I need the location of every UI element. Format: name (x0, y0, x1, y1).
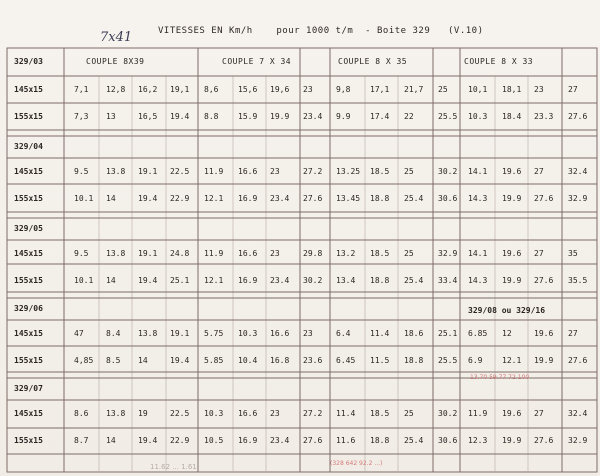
speed-value-cell: 22.9 (170, 436, 190, 445)
speed-value-cell: 14 (106, 436, 116, 445)
tire-size-label: 145x15 (14, 85, 43, 94)
speed-value-cell: 10.4 (238, 356, 258, 365)
speed-value-cell: 25.5 (438, 356, 458, 365)
speed-value-cell: 13 (106, 112, 116, 121)
speed-value-cell: 13.8 (138, 329, 158, 338)
speed-value-cell: 15,6 (238, 85, 258, 94)
speed-value-cell: 8.8 (204, 112, 219, 121)
section-label: 329/04 (14, 142, 43, 151)
speed-value-cell: 14.3 (468, 276, 488, 285)
speed-value-cell: 19 (138, 409, 148, 418)
speed-value-cell: 29.8 (303, 249, 323, 258)
speed-value-cell: 19.4 (170, 356, 190, 365)
speed-value-cell: 16.9 (238, 276, 258, 285)
speed-value-cell: 23.4 (270, 194, 290, 203)
speed-value-cell: 27 (534, 409, 544, 418)
speed-value-cell: 13.4 (336, 276, 356, 285)
speed-value-cell: 27 (568, 329, 578, 338)
speed-value-cell: 15.9 (238, 112, 258, 121)
red-note-2: (328 642 92.2 ...) (330, 460, 383, 467)
speed-value-cell: 19.4 (138, 276, 158, 285)
speed-value-cell: 22.5 (170, 409, 190, 418)
speed-value-cell: 19.6 (502, 249, 522, 258)
speed-value-cell: 22 (404, 112, 414, 121)
speed-value-cell: 19.1 (138, 167, 158, 176)
speed-value-cell: 47 (74, 329, 84, 338)
couple-header-3: COUPLE 8 X 35 (338, 57, 408, 66)
speed-value-cell: 25.4 (404, 436, 424, 445)
section-label: 329/07 (14, 384, 43, 393)
speed-value-cell: 23 (270, 167, 280, 176)
couple-header-4: COUPLE 8 X 33 (464, 57, 534, 66)
speed-value-cell: 18,1 (502, 85, 522, 94)
tire-size-label: 155x15 (14, 194, 43, 203)
speed-value-cell: 4,85 (74, 356, 94, 365)
speed-value-cell: 18.8 (370, 276, 390, 285)
speed-value-cell: 19.6 (502, 409, 522, 418)
speed-value-cell: 24.8 (170, 249, 190, 258)
speed-value-cell: 21,7 (404, 85, 424, 94)
speed-value-cell: 22.5 (170, 167, 190, 176)
speed-value-cell: 30.6 (438, 436, 458, 445)
speed-value-cell: 35.5 (568, 276, 588, 285)
speed-value-cell: 19.1 (138, 249, 158, 258)
speed-value-cell: 13.8 (106, 249, 126, 258)
speed-value-cell: 25.4 (404, 194, 424, 203)
speed-value-cell: 27 (534, 167, 544, 176)
speed-value-cell: 18.5 (370, 167, 390, 176)
speed-value-cell: 25 (404, 167, 414, 176)
handwritten-note-top: 7x41 (100, 30, 133, 45)
speed-value-cell: 13.8 (106, 409, 126, 418)
speed-value-cell: 19.9 (270, 112, 290, 121)
speed-value-cell: 32.4 (568, 409, 588, 418)
speed-value-cell: 13.25 (336, 167, 361, 176)
speed-value-cell: 14 (106, 194, 116, 203)
speed-value-cell: 19.6 (534, 329, 554, 338)
speed-value-cell: 16.6 (238, 249, 258, 258)
speed-value-cell: 18.6 (404, 329, 424, 338)
speed-value-cell: 14 (106, 276, 116, 285)
speed-value-cell: 18.8 (370, 194, 390, 203)
speed-value-cell: 13.2 (336, 249, 356, 258)
speed-value-cell: 9,8 (336, 85, 351, 94)
speed-value-cell: 10.5 (204, 436, 224, 445)
speed-value-cell: 27.2 (303, 167, 323, 176)
speed-value-cell: 11.4 (370, 329, 390, 338)
speed-value-cell: 23 (270, 249, 280, 258)
speed-value-cell: 7,3 (74, 112, 89, 121)
speed-value-cell: 30.6 (438, 194, 458, 203)
speed-value-cell: 25.1 (170, 276, 190, 285)
red-note-1: 13.70 59.77 72 100 (470, 374, 530, 381)
speed-value-cell: 18.4 (502, 112, 522, 121)
speed-value-cell: 25 (404, 249, 414, 258)
pencil-note: 11.62 ... 1.61 (150, 463, 197, 471)
speed-value-cell: 12,8 (106, 85, 126, 94)
speed-value-cell: 10.1 (74, 194, 94, 203)
speed-value-cell: 11.9 (468, 409, 488, 418)
section-label-329-03: 329/03 (14, 57, 43, 66)
tire-size-label: 155x15 (14, 436, 43, 445)
speed-value-cell: 10.3 (238, 329, 258, 338)
speed-value-cell: 16.9 (238, 194, 258, 203)
speed-value-cell: 19.4 (170, 112, 190, 121)
speed-value-cell: 11.9 (204, 167, 224, 176)
speed-value-cell: 32.9 (438, 249, 458, 258)
speed-value-cell: 8.5 (106, 356, 121, 365)
speed-value-cell: 32.9 (568, 436, 588, 445)
speed-value-cell: 23 (303, 329, 313, 338)
speed-value-cell: 10.3 (204, 409, 224, 418)
tire-size-label: 155x15 (14, 356, 43, 365)
speed-value-cell: 12.1 (204, 276, 224, 285)
speed-value-cell: 25 (438, 85, 448, 94)
tire-size-label: 155x15 (14, 276, 43, 285)
speed-value-cell: 11.4 (336, 409, 356, 418)
couple-header-2: COUPLE 7 X 34 (222, 57, 292, 66)
tire-size-label: 145x15 (14, 329, 43, 338)
speed-value-cell: 8.4 (106, 329, 121, 338)
speed-value-cell: 6.45 (336, 356, 356, 365)
speed-value-cell: 25 (404, 409, 414, 418)
speed-value-cell: 12.3 (468, 436, 488, 445)
speed-value-cell: 12.1 (204, 194, 224, 203)
speed-value-cell: 27.6 (303, 436, 323, 445)
speed-value-cell: 19.4 (138, 194, 158, 203)
speed-value-cell: 19,1 (170, 85, 190, 94)
speed-value-cell: 23.6 (303, 356, 323, 365)
speed-value-cell: 18.5 (370, 409, 390, 418)
speed-value-cell: 27.6 (534, 194, 554, 203)
speed-value-cell: 9.9 (336, 112, 351, 121)
tire-size-label: 155x15 (14, 112, 43, 121)
tire-size-label: 145x15 (14, 409, 43, 418)
speed-value-cell: 23.4 (270, 436, 290, 445)
speed-value-cell: 27.6 (303, 194, 323, 203)
speed-value-cell: 27.6 (568, 112, 588, 121)
speed-value-cell: 27 (568, 85, 578, 94)
speed-value-cell: 23 (303, 85, 313, 94)
speed-value-cell: 16,2 (138, 85, 158, 94)
speed-value-cell: 6.9 (468, 356, 483, 365)
speed-value-cell: 23 (534, 85, 544, 94)
speed-value-cell: 14.1 (468, 249, 488, 258)
speed-value-cell: 25.5 (438, 112, 458, 121)
tire-size-label: 145x15 (14, 249, 43, 258)
speed-value-cell: 16,5 (138, 112, 158, 121)
speed-value-cell: 6.85 (468, 329, 488, 338)
speed-value-cell: 27.2 (303, 409, 323, 418)
speed-value-cell: 22.9 (170, 194, 190, 203)
speed-value-cell: 30.2 (438, 167, 458, 176)
section-label: 329/06 (14, 304, 43, 313)
speed-value-cell: 13.45 (336, 194, 361, 203)
section-label: 329/05 (14, 224, 43, 233)
speed-value-cell: 13.8 (106, 167, 126, 176)
speed-value-cell: 5.75 (204, 329, 224, 338)
speed-value-cell: 8,6 (204, 85, 219, 94)
speed-value-cell: 17.4 (370, 112, 390, 121)
speed-value-cell: 16.8 (270, 356, 290, 365)
speed-value-cell: 16.6 (238, 167, 258, 176)
speed-value-cell: 25.4 (404, 276, 424, 285)
speed-value-cell: 11.5 (370, 356, 390, 365)
speed-value-cell: 27.6 (534, 436, 554, 445)
speed-value-cell: 14.3 (468, 194, 488, 203)
speed-value-cell: 19.9 (502, 194, 522, 203)
speed-value-cell: 5.85 (204, 356, 224, 365)
speed-value-cell: 19.9 (502, 436, 522, 445)
speed-value-cell: 16.6 (270, 329, 290, 338)
speed-value-cell: 18.8 (370, 436, 390, 445)
speed-value-cell: 16.9 (238, 436, 258, 445)
speed-value-cell: 35 (568, 249, 578, 258)
speed-value-cell: 19,6 (270, 85, 290, 94)
speed-value-cell: 19.1 (170, 329, 190, 338)
speed-value-cell: 11.6 (336, 436, 356, 445)
speed-value-cell: 16.6 (238, 409, 258, 418)
speed-value-cell: 32.4 (568, 167, 588, 176)
speed-value-cell: 8.6 (74, 409, 89, 418)
speed-value-cell: 18.5 (370, 249, 390, 258)
speed-value-cell: 10.1 (74, 276, 94, 285)
speed-value-cell: 27 (534, 249, 544, 258)
speed-value-cell: 10,1 (468, 85, 488, 94)
speed-value-cell: 12.1 (502, 356, 522, 365)
speed-value-cell: 7,1 (74, 85, 89, 94)
speed-value-cell: 9.5 (74, 249, 89, 258)
speed-value-cell: 30.2 (438, 409, 458, 418)
section-extra-label: 329/08 ou 329/16 (468, 306, 546, 315)
page-title: VITESSES EN Km/h pour 1000 t/m - Boite 329 (V.10) (158, 26, 484, 36)
speed-value-cell: 14 (138, 356, 148, 365)
speed-value-cell: 27.6 (568, 356, 588, 365)
speed-value-cell: 11.9 (204, 249, 224, 258)
couple-header-1: COUPLE 8X39 (86, 57, 145, 66)
tire-size-label: 145x15 (14, 167, 43, 176)
speed-value-cell: 19.9 (502, 276, 522, 285)
speed-value-cell: 19.4 (138, 436, 158, 445)
speed-value-cell: 23 (270, 409, 280, 418)
speed-value-cell: 14.1 (468, 167, 488, 176)
speed-value-cell: 18.8 (404, 356, 424, 365)
speed-value-cell: 32.9 (568, 194, 588, 203)
speed-value-cell: 23.4 (303, 112, 323, 121)
speed-value-cell: 27.6 (534, 276, 554, 285)
speed-value-cell: 19.9 (534, 356, 554, 365)
speed-value-cell: 9.5 (74, 167, 89, 176)
speed-value-cell: 10.3 (468, 112, 488, 121)
speed-value-cell: 30.2 (303, 276, 323, 285)
speed-value-cell: 23.3 (534, 112, 554, 121)
speed-value-cell: 12 (502, 329, 512, 338)
speed-value-cell: 33.4 (438, 276, 458, 285)
speed-value-cell: 8.7 (74, 436, 89, 445)
speed-value-cell: 19.6 (502, 167, 522, 176)
speed-value-cell: 17,1 (370, 85, 390, 94)
speed-value-cell: 25.1 (438, 329, 458, 338)
speed-value-cell: 6.4 (336, 329, 351, 338)
speed-value-cell: 23.4 (270, 276, 290, 285)
